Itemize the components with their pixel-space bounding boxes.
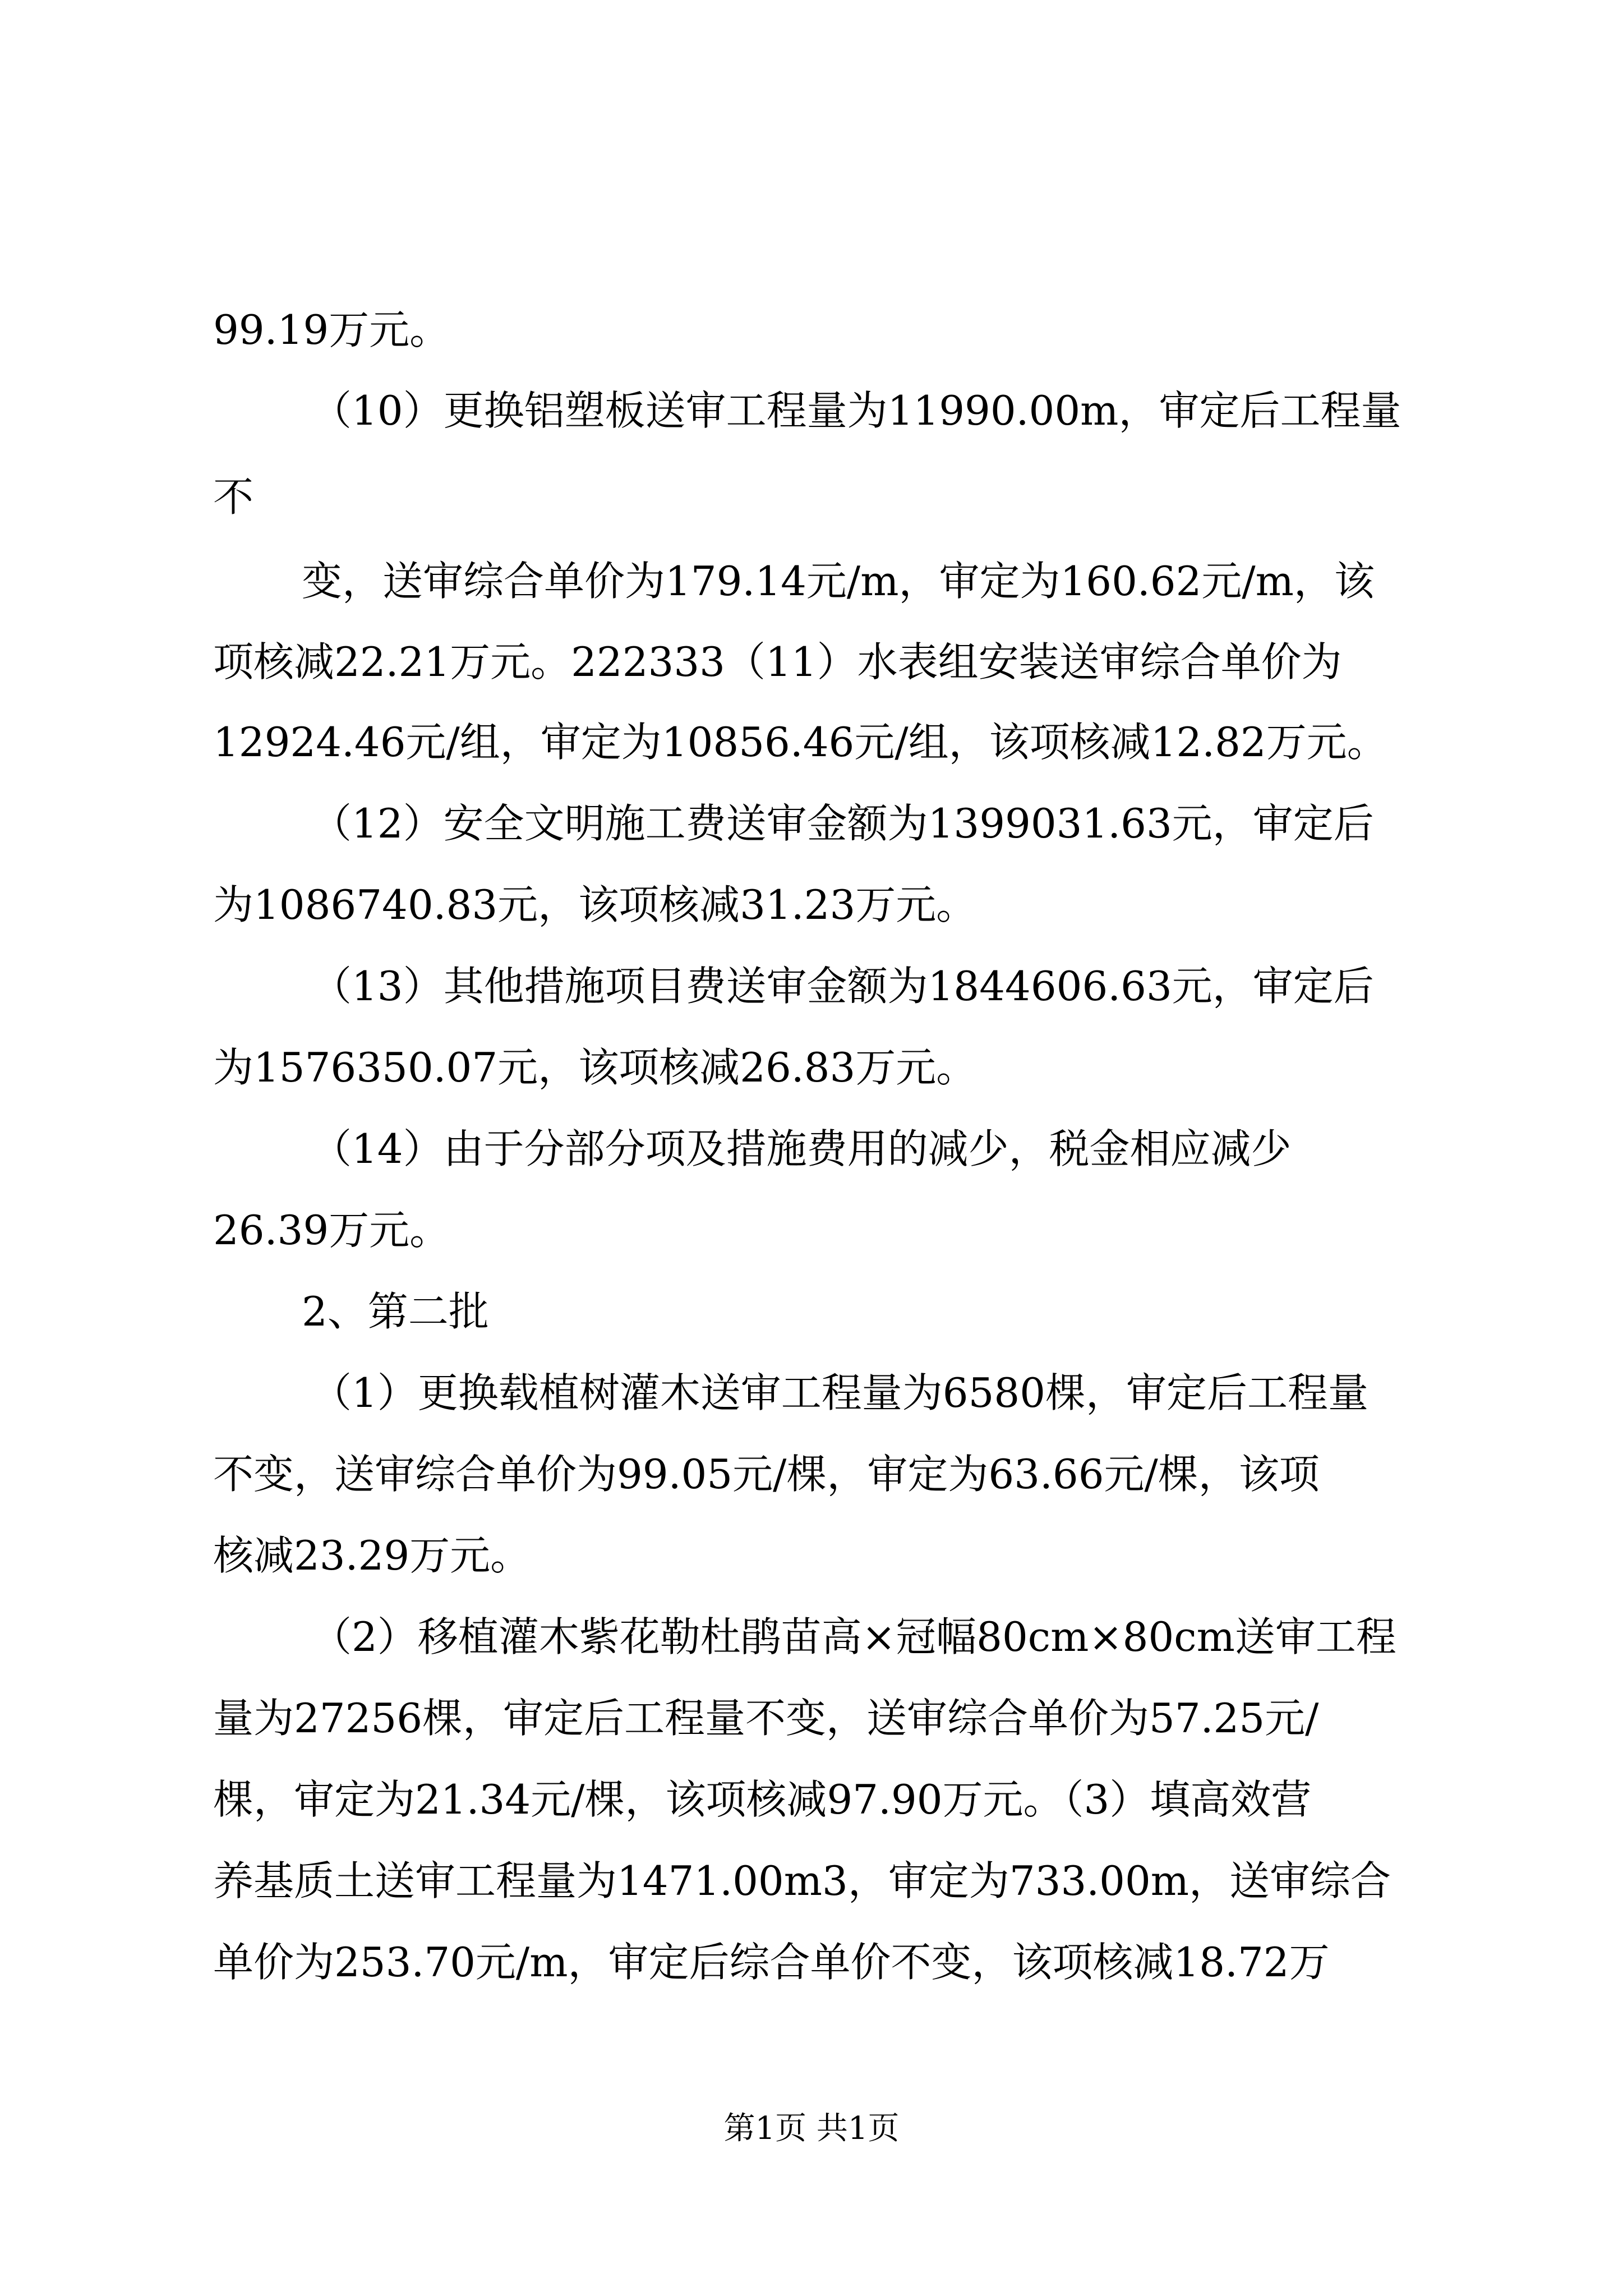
text-line: （14）由于分部分项及措施费用的减少，税金相应减少 (311, 1125, 1292, 1172)
text-line: （12）安全文明施工费送审金额为1399031.63元，审定后 (311, 800, 1374, 847)
text-line: 单价为253.70元/m，审定后综合单价不变，该项核减18.72万 (213, 1939, 1330, 1986)
text-line: 不 (213, 473, 254, 521)
text-line: 99.19万元。 (213, 306, 450, 353)
text-line: 不变，送审综合单价为99.05元/棵，审定为63.66元/棵，该项 (213, 1451, 1320, 1498)
text-line: 项核减22.21万元。222333（11）水表组安装送审综合单价为 (213, 638, 1342, 685)
section-heading: 2、第二批 (302, 1288, 489, 1335)
text-line: 12924.46元/组，审定为10856.46元/组，该项核减12.82万元。 (213, 719, 1387, 766)
text-line: 量为27256棵，审定后工程量不变，送审综合单价为57.25元/ (213, 1695, 1319, 1742)
text-line: 26.39万元。 (213, 1207, 450, 1254)
text-line: 为1576350.07元，该项核减26.83万元。 (213, 1044, 977, 1091)
text-line: （10）更换铝塑板送审工程量为11990.00m，审定后工程量 (311, 387, 1401, 434)
text-line: （1）更换载植树灌木送审工程量为6580棵，审定后工程量 (311, 1369, 1369, 1416)
text-line: 养基质土送审工程量为1471.00m3，审定为733.00m，送审综合 (213, 1857, 1391, 1904)
text-line: （13）其他措施项目费送审金额为1844606.63元，审定后 (311, 963, 1374, 1010)
page-number-footer: 第1页 共1页 (723, 2110, 900, 2147)
text-line: 变，送审综合单价为179.14元/m，审定为160.62元/m，该 (302, 558, 1375, 605)
text-line: 棵，审定为21.34元/棵，该项核减97.90万元。（3）填高效营 (213, 1776, 1312, 1823)
text-line: （2）移植灌木紫花勒杜鹃苗高×冠幅80cm×80cm送审工程 (311, 1613, 1396, 1660)
text-line: 核减23.29万元。 (213, 1532, 531, 1579)
text-line: 为1086740.83元，该项核减31.23万元。 (213, 881, 977, 928)
